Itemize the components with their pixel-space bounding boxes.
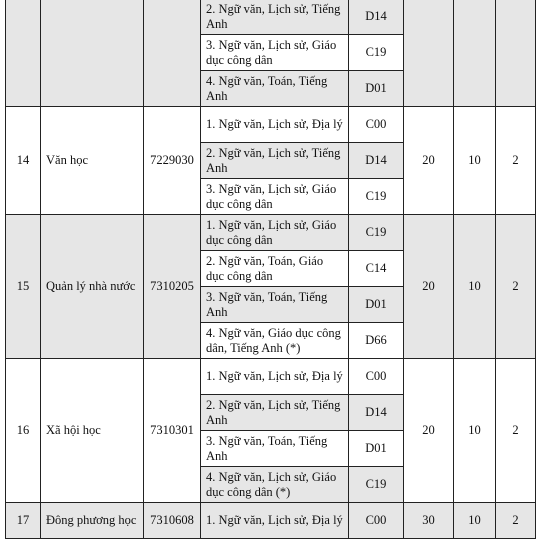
- major-code-cell: 7310608: [144, 503, 201, 539]
- major-name-cell: [41, 0, 144, 107]
- subject-combo-cell: 2. Ngữ văn, Lịch sử, Tiếng Anh: [201, 0, 349, 35]
- subject-combo-cell: 2. Ngữ văn, Lịch sử, Tiếng Anh: [201, 143, 349, 179]
- quota-cell: 10: [454, 359, 496, 503]
- quota-cell: 2: [496, 503, 536, 539]
- combo-code-cell: C19: [349, 35, 404, 71]
- stt-cell: 16: [6, 359, 41, 503]
- quota-cell: 10: [454, 107, 496, 215]
- table-row: [6, 503, 536, 539]
- subject-combo-cell: 3. Ngữ văn, Toán, Tiếng Anh: [201, 431, 349, 467]
- stt-cell: 14: [6, 107, 41, 215]
- subject-combo-cell: 1. Ngữ văn, Lịch sử, Địa lý: [201, 503, 349, 539]
- subject-combo-cell: 1. Ngữ văn, Lịch sử, Địa lý: [201, 359, 349, 395]
- combo-code-cell: D14: [349, 143, 404, 179]
- combo-code-cell: C14: [349, 251, 404, 287]
- subject-combo-cell: 2. Ngữ văn, Toán, Giáo dục công dân: [201, 251, 349, 287]
- combo-code-cell: C00: [349, 107, 404, 143]
- table-body: [6, 0, 536, 539]
- subject-combo-cell: 3. Ngữ văn, Toán, Tiếng Anh: [201, 287, 349, 323]
- combo-code-cell: C00: [349, 503, 404, 539]
- quota-cell: 2: [496, 107, 536, 215]
- combo-code-cell: C19: [349, 179, 404, 215]
- major-code-cell: 7310301: [144, 359, 201, 503]
- combo-code-cell: C19: [349, 467, 404, 503]
- major-code-cell: [144, 0, 201, 107]
- quota-cell: 2: [496, 359, 536, 503]
- combo-code-cell: C00: [349, 359, 404, 395]
- stt-cell: [6, 0, 41, 107]
- quota-cell: 2: [496, 215, 536, 359]
- subject-combo-cell: 4. Ngữ văn, Toán, Tiếng Anh: [201, 71, 349, 107]
- major-code-cell: 7310205: [144, 215, 201, 359]
- combo-code-cell: D01: [349, 431, 404, 467]
- combo-code-cell: D14: [349, 0, 404, 35]
- quota-cell: 20: [404, 359, 454, 503]
- quota-cell: 30: [404, 503, 454, 539]
- quota-cell: [404, 0, 454, 107]
- major-name-cell: Quản lý nhà nước: [41, 215, 144, 359]
- admission-table: [5, 0, 536, 539]
- table-row: [6, 359, 536, 395]
- stt-cell: 15: [6, 215, 41, 359]
- stt-cell: 17: [6, 503, 41, 539]
- quota-cell: 10: [454, 503, 496, 539]
- subject-combo-cell: 1. Ngữ văn, Lịch sử, Địa lý: [201, 107, 349, 143]
- combo-code-cell: D01: [349, 287, 404, 323]
- table-row: [6, 215, 536, 251]
- subject-combo-cell: 1. Ngữ văn, Lịch sử, Giáo dục công dân: [201, 215, 349, 251]
- quota-cell: [496, 0, 536, 107]
- subject-combo-cell: 4. Ngữ văn, Lịch sử, Giáo dục công dân (*): [201, 467, 349, 503]
- table-row: [6, 0, 536, 35]
- table-row: [6, 107, 536, 143]
- quota-cell: 20: [404, 107, 454, 215]
- quota-cell: 20: [404, 215, 454, 359]
- subject-combo-cell: 3. Ngữ văn, Lịch sử, Giáo dục công dân: [201, 179, 349, 215]
- major-name-cell: Đông phương học: [41, 503, 144, 539]
- major-code-cell: 7229030: [144, 107, 201, 215]
- subject-combo-cell: 3. Ngữ văn, Lịch sử, Giáo dục công dân: [201, 35, 349, 71]
- major-name-cell: Văn học: [41, 107, 144, 215]
- subject-combo-cell: 2. Ngữ văn, Lịch sử, Tiếng Anh: [201, 395, 349, 431]
- quota-cell: [454, 0, 496, 107]
- combo-code-cell: D01: [349, 71, 404, 107]
- combo-code-cell: D14: [349, 395, 404, 431]
- major-name-cell: Xã hội học: [41, 359, 144, 503]
- quota-cell: 10: [454, 215, 496, 359]
- combo-code-cell: C19: [349, 215, 404, 251]
- combo-code-cell: D66: [349, 323, 404, 359]
- subject-combo-cell: 4. Ngữ văn, Giáo dục công dân, Tiếng Anh (*): [201, 323, 349, 359]
